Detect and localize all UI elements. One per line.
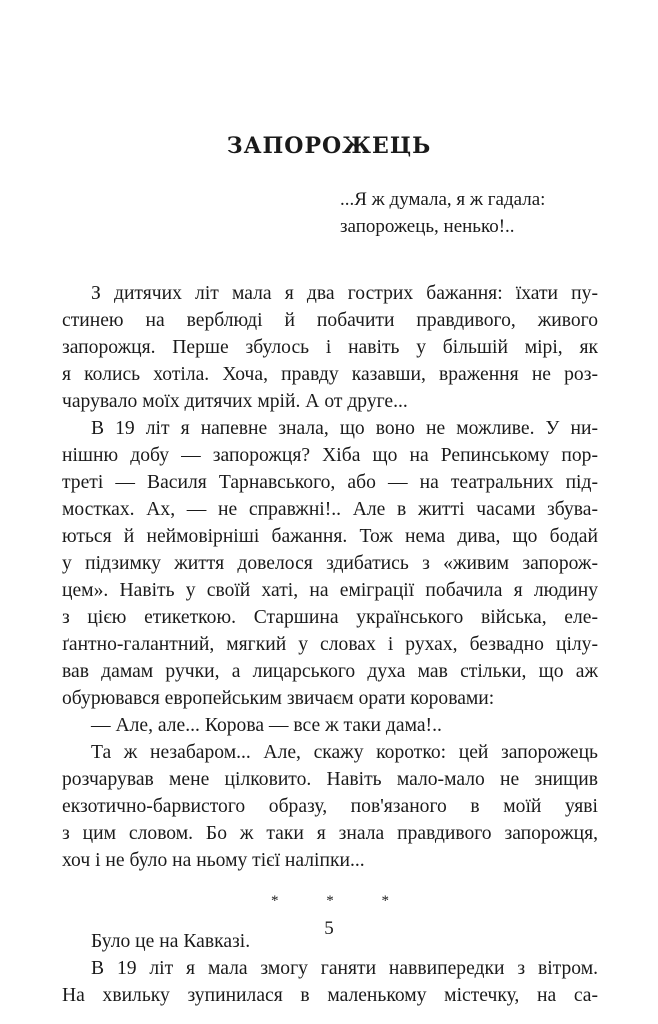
- text-line: нішню добу — запорожця? Хіба що на Репинському пор-: [62, 445, 598, 466]
- text-line: В 19 літ я напевне знала, що воно не можливе. У ни-: [91, 418, 598, 439]
- text-line: хоч і не було на ньому тієї наліпки...: [62, 850, 365, 871]
- epigraph: [340, 186, 620, 240]
- text-line: з цим словом. Бо ж таки я знала правдивого запорожця,: [62, 823, 598, 844]
- text-line: вав дамам ручки, а лицарського духа мав стільки, що аж: [62, 661, 598, 682]
- text-line: треті — Василя Тарнавського, або — на театральних під-: [62, 472, 598, 493]
- text-line: В 19 літ я мала змогу ганяти наввипередки з вітром.: [91, 958, 598, 979]
- text-section: [62, 280, 598, 874]
- text-line: запорожця. Перше збулось і навіть у більшій мірі, як: [62, 337, 598, 358]
- section-separator: * * *: [271, 893, 411, 909]
- text-line: ються й неймовірніші бажання. Тож нема дива, що бодай: [62, 526, 598, 547]
- text-line: Було це на Кавказі.: [91, 931, 251, 952]
- text-line: — Але, але... Корова — все ж таки дама!..: [91, 715, 442, 736]
- text-line: обурювався европейським звичаєм орати коровами:: [62, 688, 495, 709]
- body-text: [62, 280, 598, 1009]
- epigraph-line: ...Я ж думала, я ж гадала:: [340, 189, 546, 210]
- text-line: На хвильку зупинилася в маленькому містечку, на са-: [62, 985, 598, 1006]
- text-line: З дитячих літ мала я два гострих бажання: їхати пу-: [91, 283, 598, 304]
- text-line: розчарував мене цілковито. Навіть мало-мало не знищив: [62, 769, 598, 790]
- text-line: стинею на верблюді й побачити правдивого, живого: [62, 310, 598, 331]
- epigraph-line: запорожець, ненько!..: [340, 216, 515, 237]
- text-line: Та ж незабаром... Але, скажу коротко: цей запорожець: [91, 742, 598, 763]
- text-line: чарувало моїх дитячих мрій. А от друге...: [62, 391, 408, 412]
- text-line: екзотично-барвистого образу, пов'язаного в моїй уяві: [62, 796, 598, 817]
- text-line: ґантно-галантний, мягкий у словах і рухах, безвадно цілу-: [62, 634, 598, 655]
- text-line: у підзимку життя довелося здибатись з «живим запорож-: [62, 553, 598, 574]
- text-line: я колись хотіла. Хоча, правду казавши, враження не роз-: [62, 364, 598, 385]
- chapter-title: ЗАПОРОЖЕЦЬ: [226, 133, 432, 159]
- text-line: мостках. Ах, — не справжні!.. Але в житті часами збува-: [62, 499, 598, 520]
- text-line: з цією етикеткою. Старшина українського війська, еле-: [62, 607, 598, 628]
- page-number: 5: [324, 918, 334, 939]
- text-line: цем». Навіть у своїй хаті, на еміграції побачила я людину: [62, 580, 598, 601]
